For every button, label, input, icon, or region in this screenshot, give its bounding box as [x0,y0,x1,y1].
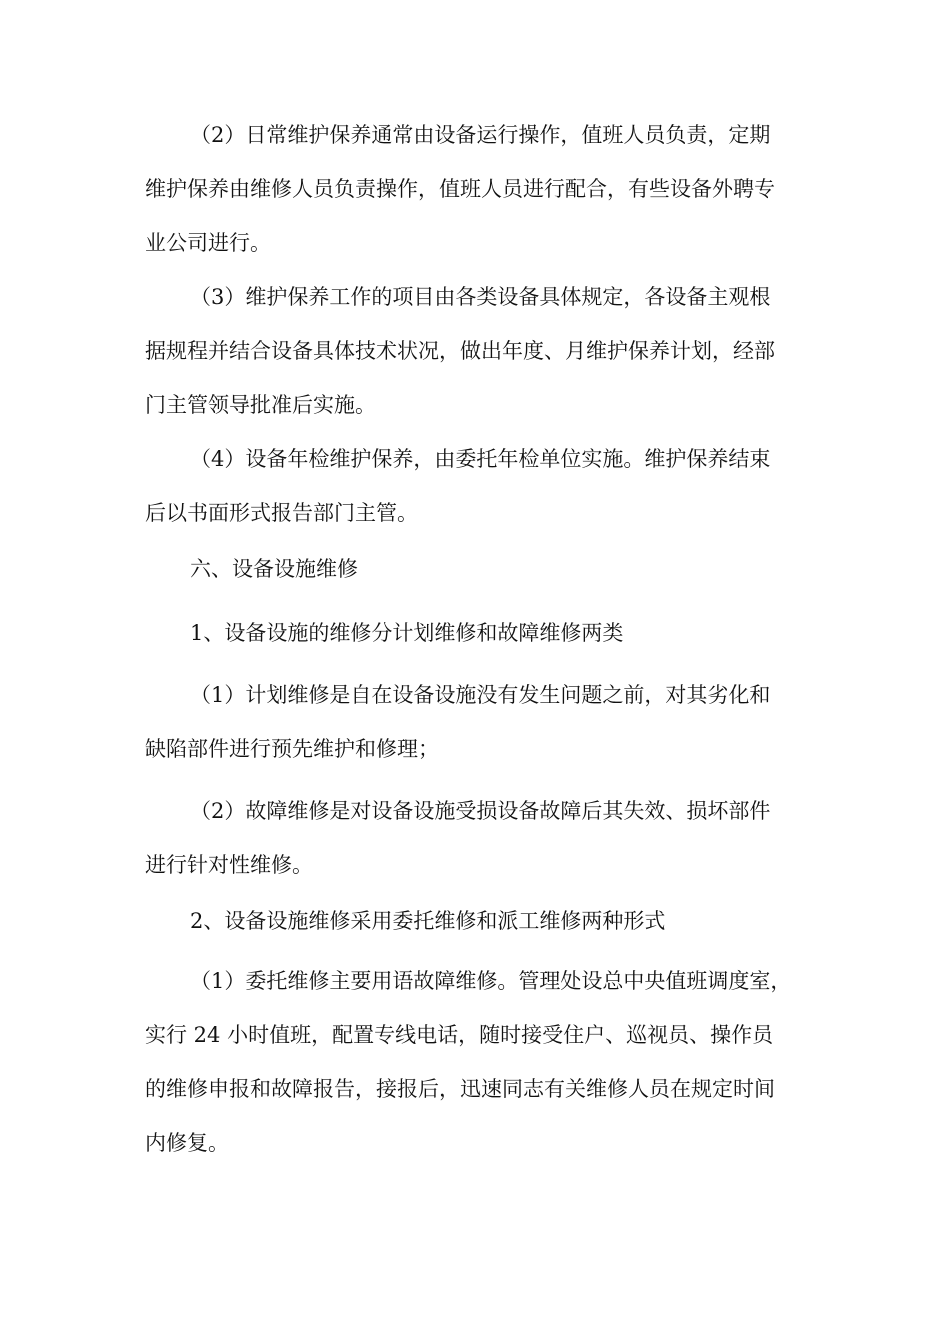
paragraph-line: 进行针对性维修。 [145,853,313,877]
paragraph-line: 内修复。 [145,1131,229,1155]
section-heading: 六、设备设施维修 [190,557,358,581]
paragraph-line: （2）日常维护保养通常由设备运行操作，值班人员负责，定期 [190,123,771,147]
paragraph-line: 实行 24 小时值班，配置专线电话，随时接受住户、巡视员、操作员 [145,1023,774,1047]
paragraph-line: （1）委托维修主要用语故障维修。管理处设总中央值班调度室， [190,969,792,993]
paragraph-line: 维护保养由维修人员负责操作，值班人员进行配合，有些设备外聘专 [145,177,775,201]
paragraph-line: （1）计划维修是自在设备设施没有发生问题之前，对其劣化和 [190,683,771,707]
paragraph-line: 后以书面形式报告部门主管。 [145,501,418,525]
paragraph-line: 业公司进行。 [145,231,271,255]
paragraph-line: （2）故障维修是对设备设施受损设备故障后其失效、损坏部件 [190,799,771,823]
subsection-heading: 2、设备设施维修采用委托维修和派工维修两种形式 [190,909,666,933]
paragraph-line: 据规程并结合设备具体技术状况，做出年度、月维护保养计划，经部 [145,339,775,363]
subsection-heading: 1、设备设施的维修分计划维修和故障维修两类 [190,621,624,645]
paragraph-line: （3）维护保养工作的项目由各类设备具体规定，各设备主观根 [190,285,771,309]
paragraph-line: 缺陷部件进行预先维护和修理； [145,737,439,761]
paragraph-line: 门主管领导批准后实施。 [145,393,376,417]
paragraph-line: （4）设备年检维护保养，由委托年检单位实施。维护保养结束 [190,447,771,471]
paragraph-line: 的维修申报和故障报告，接报后，迅速同志有关维修人员在规定时间 [145,1077,775,1101]
